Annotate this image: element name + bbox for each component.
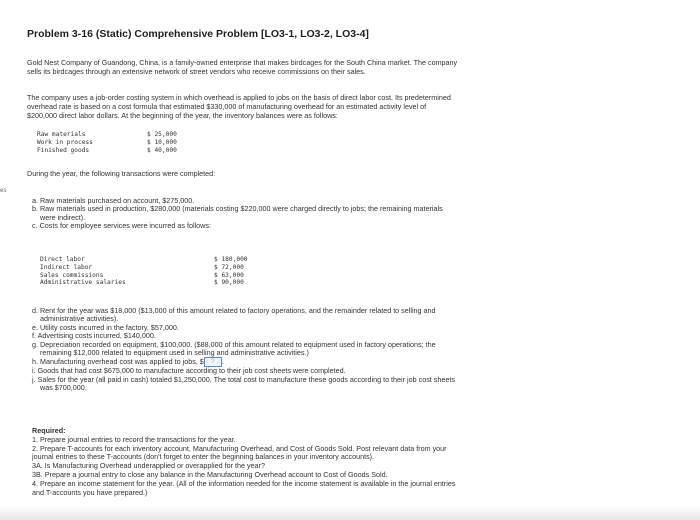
- required-line: journal entries to these T-accounts (don't forget to enter the beginning balances in your inventory accounts).: [32, 452, 375, 462]
- list-item: i. Goods that had cost $675,000 to manufacture according to their job cost sheets were completed.: [32, 366, 346, 376]
- table-row: [40, 279, 248, 287]
- page-title: Problem 3-16 (Static) Comprehensive Problem [LO3-1, LO3-2, LO3-4]: [27, 28, 369, 40]
- costing-paragraph: [27, 93, 451, 121]
- list-item: c. Costs for employee services were incurred as follows:: [32, 221, 211, 231]
- cost-value: $ 90,000: [214, 279, 244, 287]
- list-item-continuation: were indirect).: [40, 212, 86, 222]
- inventory-value: $ 40,000: [147, 146, 177, 154]
- intro-line: sells its birdcages through an extensive network of street vendors who receive commissions on their sales.: [27, 67, 366, 77]
- intro-paragraph: [27, 58, 457, 76]
- required-line: 1. Prepare journal entries to record the transactions for the year.: [32, 434, 236, 444]
- cost-label: Direct labor: [40, 256, 85, 263]
- left-edge-label: es: [0, 188, 7, 194]
- during-year-text: During the year, the following transactions were completed:: [27, 169, 216, 178]
- required-line: 2. Prepare T-accounts for each inventory account, Manufacturing Overhead, and Cost of Goods Sold. Post relevant data from your: [32, 443, 447, 453]
- list-item: e. Utility costs incurred in the factory, $57,000.: [32, 322, 179, 332]
- table-row: [40, 256, 248, 264]
- table-row: [37, 147, 177, 155]
- list-item-continuation: was $700,000.: [40, 383, 87, 393]
- inventory-label: Work in process: [37, 138, 93, 146]
- list-item: f. Advertising costs incurred, $140,000.: [32, 331, 156, 341]
- list-item: j. Sales for the year (all paid in cash) totaled $1,250,000. The total cost to manufacture these goods according to their job cost sheets: [32, 374, 455, 384]
- bottom-fade: [0, 506, 700, 520]
- inventory-label: Finished goods: [37, 146, 90, 154]
- cost-value: $ 180,000: [214, 256, 248, 263]
- required-line: 3B. Prepare a journal entry to close any balance in the Manufacturing Overhead account to Cost of Goods Sold.: [32, 469, 388, 479]
- list-item: d. Rent for the year was $18,000 ($13,000 of this amount related to factory operations, and the remainder related to selling and: [32, 306, 436, 315]
- table-row: [37, 131, 177, 139]
- costing-line: overhead rate is based on a cost formula that estimated $330,000 of manufacturing overhead for an estimated activity level of: [27, 102, 427, 112]
- required-line: and T-accounts you have prepared.): [32, 487, 148, 497]
- cost-value: $ 63,000: [214, 271, 244, 279]
- transactions-list-d-j: [32, 307, 455, 393]
- transaction-h-suffix: .: [221, 357, 224, 367]
- cost-label: Administrative salaries: [40, 279, 126, 287]
- transaction-h-prefix: h. Manufacturing overhead cost was applied to jobs, $: [32, 357, 204, 367]
- inventory-label: Raw materials: [37, 131, 86, 138]
- list-item: g. Depreciation recorded on equipment, $100,000. ($88,000 of this amount related to equipment used in factory operations; the: [32, 339, 436, 349]
- answer-blank[interactable]: ?: [204, 357, 222, 367]
- required-section: [32, 427, 456, 497]
- list-item: a. Raw materials purchased on account, $275,000.: [32, 196, 195, 205]
- employee-costs-table: [40, 256, 248, 287]
- inventory-balances-table: [37, 131, 177, 154]
- required-line: 4. Prepare an income statement for the year. (All of the information needed for the income statement is available in the journal entries: [32, 478, 456, 488]
- list-item: b. Raw materials used in production, $280,000 (materials costing $220,000 were charged directly to jobs; the remaining materials: [32, 204, 443, 214]
- required-heading: Required:: [32, 426, 66, 435]
- list-item-continuation: remaining $12,000 related to equipment used in selling and administrative activities.): [40, 348, 309, 358]
- cost-label: Indirect labor: [40, 263, 93, 271]
- inventory-value: $ 25,000: [147, 131, 177, 138]
- table-row: [40, 264, 248, 272]
- list-item-continuation: administrative activities).: [40, 314, 119, 324]
- intro-line: Gold Nest Company of Guandong, China, is a family-owned enterprise that makes birdcages for the South China market. The company: [27, 58, 458, 67]
- cost-value: $ 72,000: [214, 263, 244, 271]
- required-line: 3A. Is Manufacturing Overhead underapplied or overapplied for the year?: [32, 461, 265, 471]
- transactions-list-abc: [32, 197, 443, 231]
- costing-line: $200,000 direct labor dollars. At the beginning of the year, the inventory balances were as follows:: [27, 111, 338, 121]
- table-row: [40, 272, 248, 280]
- table-row: [37, 139, 177, 147]
- cost-label: Sales commissions: [40, 271, 104, 279]
- costing-line: The company uses a job-order costing system in which overhead is applied to jobs on the basis of direct labor cost. Its predetermined: [27, 93, 451, 102]
- inventory-value: $ 10,000: [147, 138, 177, 146]
